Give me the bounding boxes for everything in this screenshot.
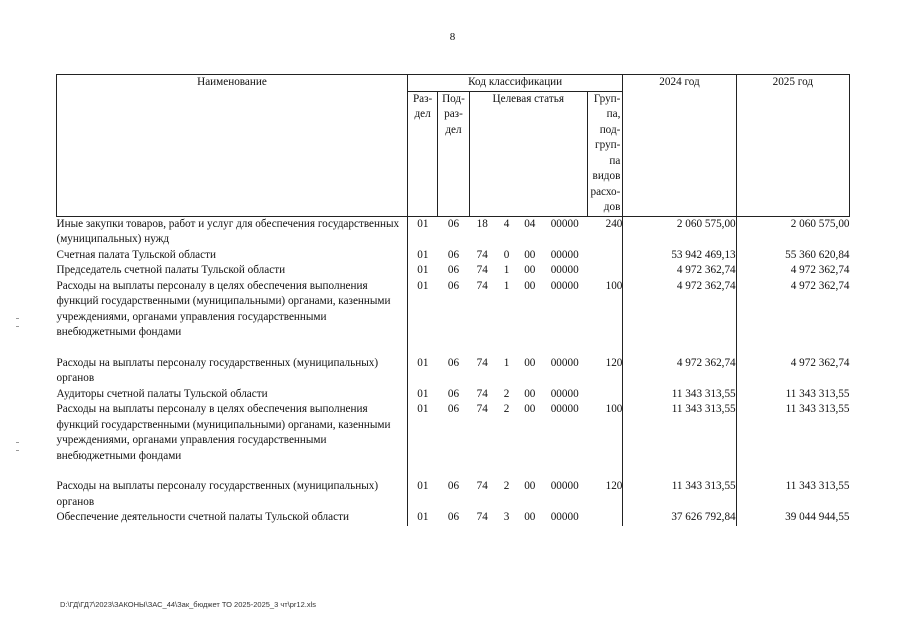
table-row <box>57 479 850 510</box>
row-cs-direction: 00000 <box>550 217 579 230</box>
row-name: Председатель счетной палаты Тульской области <box>57 263 408 279</box>
row-cs-type: 2 <box>503 387 510 400</box>
row-cs-subprogram: 00 <box>524 511 536 523</box>
row-vr <box>587 248 622 264</box>
row-podrazdel: 06 <box>447 217 460 230</box>
row-vr <box>587 387 622 403</box>
spacer-row <box>57 341 850 356</box>
row-podrazdel: 06 <box>447 248 460 261</box>
header-year-2024: 2024 год <box>623 75 736 217</box>
row-cs-direction: 00000 <box>550 480 579 492</box>
row-razdel: 01 <box>417 248 429 261</box>
table-row <box>57 387 850 403</box>
row-cs-type: 1 <box>503 279 510 292</box>
row-cs-program: 74 <box>476 403 488 415</box>
row-razdel: 01 <box>417 403 429 415</box>
row-amount-2025: 4 972 362,74 <box>790 356 850 369</box>
row-cs-type: 2 <box>503 480 510 492</box>
file-path-footer: D:\ГД\ГД7\2023\ЗАКОНЫ\ЗАС_44\Зак_бюджет ТО 2025-2025_3 чт\pr12.xls <box>60 600 317 609</box>
row-cs-subprogram: 00 <box>524 403 536 415</box>
table-row <box>57 279 850 341</box>
row-name: Расходы на выплаты персоналу государственных (муниципальных) органов <box>57 356 408 387</box>
row-razdel: 01 <box>417 511 429 523</box>
row-cs-direction: 00000 <box>550 511 579 523</box>
row-name: Обеспечение деятельности счетной палаты Тульской области <box>57 510 408 526</box>
spacer-row <box>57 464 850 479</box>
row-cs-program: 74 <box>476 264 488 276</box>
table-row <box>57 510 850 526</box>
row-name: Аудиторы счетной палаты Тульской области <box>57 387 408 403</box>
row-cs-subprogram: 04 <box>524 217 536 230</box>
header-celevaya-statya: Целевая статья <box>469 91 587 216</box>
row-amount-2025: 39 044 944,55 <box>785 511 850 523</box>
row-cs-direction: 00000 <box>550 248 579 261</box>
row-amount-2024: 4 972 362,74 <box>623 279 736 341</box>
row-name: Расходы на выплаты персоналу государственных (муниципальных) органов <box>57 479 408 510</box>
row-name: Иные закупки товаров, работ и услуг для обеспечения государственных (муниципальных) нужд <box>57 216 408 248</box>
margin-mark <box>16 326 19 327</box>
row-cs-type: 4 <box>503 217 510 230</box>
row-podrazdel: 06 <box>447 480 460 492</box>
table-row <box>57 356 850 387</box>
row-podrazdel: 06 <box>447 279 460 292</box>
row-vr: 120 <box>587 479 622 510</box>
row-cs-program: 74 <box>476 279 488 292</box>
row-amount-2024: 37 626 792,84 <box>623 510 736 526</box>
table-row <box>57 263 850 279</box>
row-cs-program: 74 <box>476 511 488 523</box>
row-amount-2025: 4 972 362,74 <box>790 279 850 292</box>
row-cs-subprogram: 00 <box>524 356 536 369</box>
header-name: Наименование <box>57 75 408 217</box>
table-row <box>57 216 850 248</box>
row-cs-type: 2 <box>503 403 510 415</box>
row-cs-program: 18 <box>476 217 488 230</box>
row-amount-2024: 11 343 313,55 <box>623 387 736 403</box>
row-vr: 240 <box>587 216 622 248</box>
row-cs-subprogram: 00 <box>524 480 536 492</box>
row-cs-subprogram: 00 <box>524 264 536 276</box>
row-vr: 100 <box>587 402 622 464</box>
row-razdel: 01 <box>417 356 429 369</box>
row-cs-program: 74 <box>476 480 488 492</box>
row-amount-2025: 11 343 313,55 <box>785 403 850 415</box>
row-cs-direction: 00000 <box>550 264 579 276</box>
page-number: 8 <box>449 31 456 43</box>
row-vr <box>587 510 622 526</box>
margin-mark <box>16 318 19 319</box>
row-amount-2024: 2 060 575,00 <box>623 216 736 248</box>
row-cs-type: 0 <box>503 248 510 261</box>
budget-table <box>56 74 850 526</box>
row-name: Расходы на выплаты персоналу в целях обеспечения выполнения функций государственными (муниципальными) органами, казенными учреждениями, органами управления государственными внебюджетными фондами <box>57 279 408 341</box>
row-amount-2024: 4 972 362,74 <box>623 263 736 279</box>
row-cs-subprogram: 00 <box>524 248 536 261</box>
row-amount-2025: 2 060 575,00 <box>790 217 850 230</box>
row-cs-direction: 00000 <box>550 356 579 369</box>
row-razdel: 01 <box>417 387 429 400</box>
row-vr <box>587 263 622 279</box>
row-cs-direction: 00000 <box>550 403 579 415</box>
row-cs-direction: 00000 <box>550 387 579 400</box>
row-razdel: 01 <box>417 217 429 230</box>
table-row <box>57 402 850 464</box>
header-code: Код классификации <box>407 75 622 92</box>
row-podrazdel: 06 <box>447 403 460 415</box>
row-amount-2024: 11 343 313,55 <box>623 402 736 464</box>
row-name: Счетная палата Тульской области <box>57 248 408 264</box>
row-cs-program: 74 <box>476 248 488 261</box>
row-cs-subprogram: 00 <box>524 279 536 292</box>
row-cs-program: 74 <box>476 387 488 400</box>
row-amount-2024: 4 972 362,74 <box>623 356 736 387</box>
row-podrazdel: 06 <box>447 511 460 523</box>
row-cs-program: 74 <box>476 356 488 369</box>
table-row <box>57 248 850 264</box>
row-vr: 120 <box>587 356 622 387</box>
row-name: Расходы на выплаты персоналу в целях обеспечения выполнения функций государственными (муниципальными) органами, казенными учреждениями, органами управления государственными внебюджетными фондами <box>57 402 408 464</box>
row-amount-2025: 55 360 620,84 <box>785 248 850 261</box>
row-cs-subprogram: 00 <box>524 387 536 400</box>
header-gruppa: Груп- па, под- груп- па видов расхо- дов <box>587 91 622 216</box>
header-razdel: Раз- дел <box>407 91 437 216</box>
row-vr: 100 <box>587 279 622 341</box>
row-cs-direction: 00000 <box>550 279 579 292</box>
row-amount-2025: 11 343 313,55 <box>785 387 850 400</box>
header-podrazdel: Под- раз- дел <box>438 91 469 216</box>
row-razdel: 01 <box>417 480 429 492</box>
header-year-2025: 2025 год <box>736 75 849 217</box>
row-cs-type: 1 <box>503 264 510 276</box>
row-razdel: 01 <box>417 279 429 292</box>
row-razdel: 01 <box>417 264 429 276</box>
row-amount-2025: 4 972 362,74 <box>790 264 850 276</box>
row-podrazdel: 06 <box>447 387 460 400</box>
row-podrazdel: 06 <box>447 356 460 369</box>
row-podrazdel: 06 <box>447 264 460 276</box>
row-cs-type: 1 <box>503 356 510 369</box>
row-amount-2025: 11 343 313,55 <box>785 480 850 492</box>
row-cs-type: 3 <box>503 511 510 523</box>
row-amount-2024: 53 942 469,13 <box>623 248 736 264</box>
row-amount-2024: 11 343 313,55 <box>623 479 736 510</box>
margin-mark <box>16 442 19 443</box>
margin-mark <box>16 450 19 451</box>
